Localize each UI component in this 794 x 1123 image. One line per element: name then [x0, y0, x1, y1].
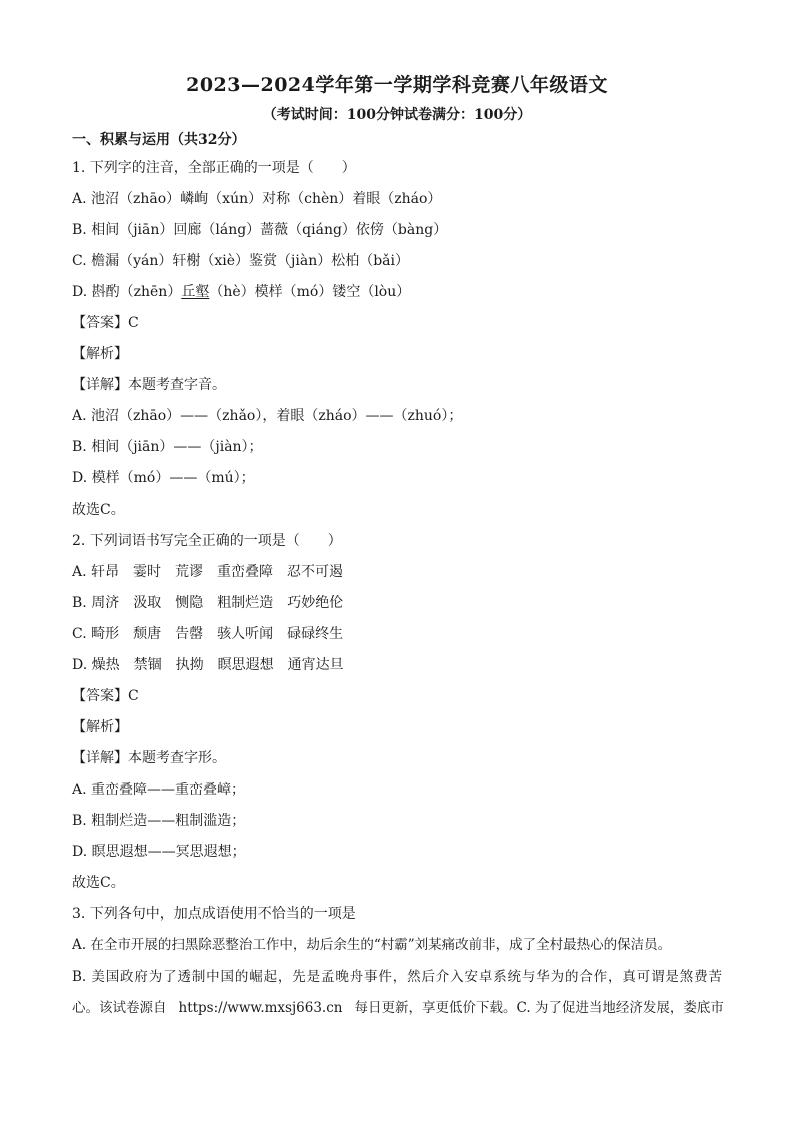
question-2-option-d: D. 燥热 禁锢 执拗 瞑思遐想 通宵达旦 [72, 657, 344, 673]
answer-value: C [128, 315, 139, 331]
question-1-option-c: C. 檐漏（yán）轩榭（xiè）鉴赏（jiàn）松柏（bǎi） [72, 253, 410, 269]
source-note: 心。该试卷源自 [72, 1000, 167, 1016]
question-2-option-a: A. 轩昂 霎时 荒谬 重峦叠障 忍不可遏 [72, 564, 344, 580]
question-1-analysis-tag: 【解析】 [72, 346, 128, 362]
question-2-stem: 2. 下列词语书写完全正确的一项是（ ） [72, 533, 342, 549]
question-2-detail: 【详解】本题考查字形。 [72, 750, 226, 766]
answer-value: C [128, 688, 139, 704]
question-3-option-b-line1: B. 美国政府为了透制中国的崛起，先是孟晚舟事件，然后介入安卓系统与华为的合作，真可谓是煞费苦 [72, 969, 722, 985]
answer-tag: 【答案】 [72, 315, 128, 331]
question-1-explain-b: B. 相间（jiān）——（jiàn）； [72, 439, 263, 455]
question-1-conclusion: 故选C。 [72, 502, 125, 518]
question-1-answer [72, 313, 139, 333]
exam-info-subtitle: （考试时间：100分钟试卷满分：100分） [262, 107, 532, 123]
question-2-analysis-tag: 【解析】 [72, 719, 128, 735]
question-1-option-a: A. 池沼（zhāo）嶙峋（xún）对称（chèn）着眼（zháo） [72, 191, 442, 207]
answer-tag: 【答案】 [72, 688, 128, 704]
question-2-conclusion: 故选C。 [72, 875, 125, 891]
question-2-explain-a: A. 重峦叠障——重峦叠嶂； [72, 782, 246, 798]
question-2-option-b: B. 周济 汲取 恻隐 粗制烂造 巧妙绝伦 [72, 595, 344, 611]
underlined-word: 丘壑 [181, 284, 210, 300]
question-1-detail: 【详解】本题考查字音。 [72, 377, 226, 393]
source-note-tail: 每日更新，享更低价下载。C. 为了促进当地经济发展，娄底市 [354, 1000, 724, 1016]
question-3-option-a: A. 在全市开展的扫黑除恶整治工作中，劫后余生的“村霸”刘某痛改前非，成了全村最热心的保洁员。 [72, 937, 672, 953]
question-1-option-b: B. 相间（jiān）回廊（láng）蔷薇（qiáng）依傍（bàng） [72, 222, 448, 238]
page-title: 2023—2024学年第一学期学科竞赛八年级语文 [186, 74, 608, 96]
question-3-stem: 3. 下列各句中，加点成语使用不恰当的一项是 [72, 906, 356, 922]
option-d-suffix: （hè）模样（mó）镂空（lòu） [209, 284, 411, 300]
question-2-explain-d: D. 瞑思遐想——冥思遐想； [72, 844, 246, 860]
option-d-prefix: D. 斟酌（zhēn） [72, 284, 182, 300]
question-2-answer [72, 686, 139, 706]
question-1-stem: 1. 下列字的注音，全部正确的一项是（ ） [72, 160, 356, 176]
question-2-option-c: C. 畸形 颓唐 告罄 骇人听闻 碌碌终生 [72, 626, 344, 642]
question-1-option-d [72, 282, 410, 302]
section-heading: 一、积累与运用（共32分） [72, 132, 246, 148]
question-1-explain-a: A. 池沼（zhāo）——（zhǎo），着眼（zháo）——（zhuó）； [72, 408, 463, 424]
question-2-explain-b: B. 粗制烂造——粗制滥造； [72, 813, 246, 829]
question-1-explain-d: D. 模样（mó）——（mú）； [72, 470, 255, 486]
source-url-link[interactable]: https://www.mxsj663.cn [178, 1000, 343, 1016]
question-3-option-b-line2 [72, 998, 724, 1018]
